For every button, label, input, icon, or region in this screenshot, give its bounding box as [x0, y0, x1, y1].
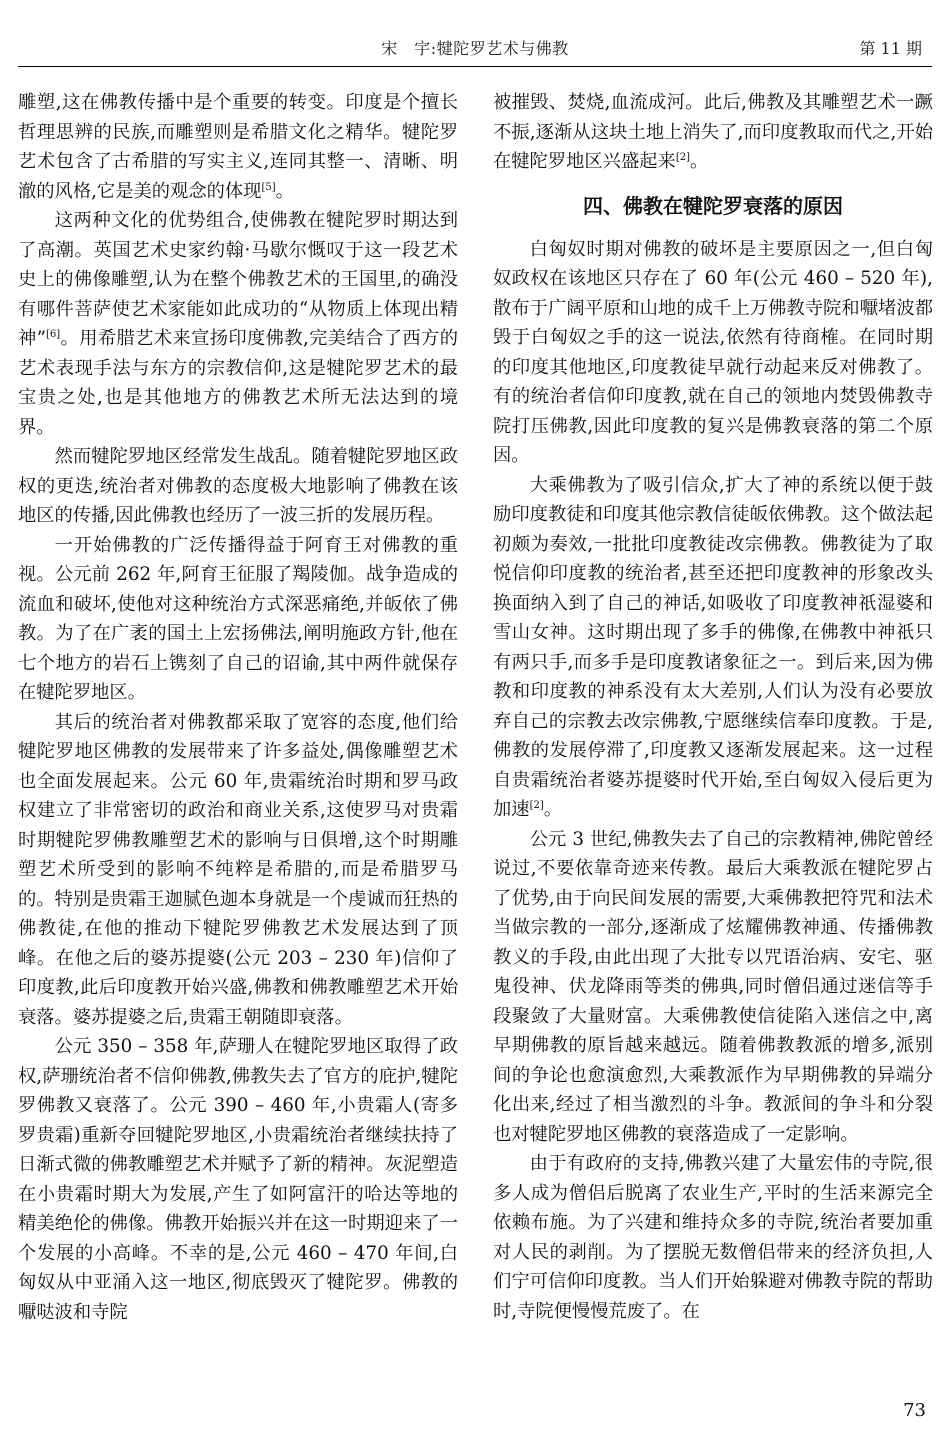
- paragraph: 其后的统治者对佛教都采取了宽容的态度,他们给犍陀罗地区佛教的发展带来了许多益处,偶像雕塑艺术也全面发展起来。公元 60 年,贵霜统治时期和罗马政权建立了非常密切的政治和商业关系,这使罗马对贵霜时期犍陀罗佛教雕塑艺术的影响与日俱增,这个时期雕塑艺术所受到的影响不纯粹是希腊的,而是希腊罗马的。特别是贵霜王迦腻色迦本身就是一个虔诚而狂热的佛教徒,在他的推动下犍陀罗佛教艺术发展达到了顶峰。在他之后的婆苏提婆(公元 203 – 230 年)信仰了印度教,此后印度教开始兴盛,佛教和佛教雕塑艺术开始衰落。婆苏提婆之后,贵霜王朝随即衰落。: [18, 711, 458, 1028]
- paragraph: 被摧毁、焚烧,血流成河。此后,佛教及其雕塑艺术一蹶不振,逐渐从这块土地上消失了,而印度教取而代之,开始在犍陀罗地区兴盛起来[2]。: [493, 92, 933, 172]
- running-title: 宋 宇:犍陀罗艺术与佛教: [381, 39, 569, 58]
- right-column: [493, 88, 933, 1326]
- paragraph: 公元 350 – 358 年,萨珊人在犍陀罗地区取得了政权,萨珊统治者不信仰佛教,佛教失去了官方的庇护,犍陀罗佛教又衰落了。公元 390 – 460 年,小贵霜人(寄多罗贵霜)重新夺回犍陀罗地区,小贵霜统治者继续扶持了日渐式微的佛教雕塑艺术并赋予了新的精神。灰泥塑造在小贵霜时期大为发展,产生了如阿富汗的哈达等地的精美绝伦的佛像。佛教开始振兴并在这一时期迎来了一个发展的小高峰。不幸的是,公元 460 – 470 年间,白匈奴从中亚涌入这一地区,彻底毁灭了犍陀罗。佛教的嚈哒波和寺院: [18, 1036, 458, 1323]
- section-heading: 四、佛教在犍陀罗衰落的原因: [583, 193, 843, 218]
- paragraph: 白匈奴时期对佛教的破坏是主要原因之一,但白匈奴政权在该地区只存在了 60 年(公元 460 – 520 年),散布于广阔平原和山地的成千上万佛教寺院和嚈堵波都毁于白匈奴之手的这一说法,依然有待商榷。在同时期的印度其他地区,印度教徒早就行动起来反对佛教了。有的统治者信仰印度教,就在自己的领地内焚毁佛教寺院打压佛教,因此印度教的复兴是佛教衰落的第二个原因。: [493, 238, 933, 466]
- issue-number: 第 11 期: [859, 39, 922, 58]
- running-header: [18, 26, 932, 67]
- citation-ref: [2]: [529, 799, 544, 811]
- paragraph: 大乘佛教为了吸引信众,扩大了神的系统以便于鼓励印度教徒和印度其他宗教信徒皈依佛教。这个做法起初颇为奏效,一批批印度教徒改宗佛教。佛教徒为了取悦信仰印度教的统治者,甚至还把印度教神的形象改头换面纳入到了自己的神话,如吸收了印度教神祇湿婆和雪山女神。这时期出现了多手的佛像,在佛教中神祇只有两只手,而多手是印度教诸象征之一。到后来,因为佛教和印度教的神系没有太大差别,人们认为没有必要放弃自己的宗教去改宗佛教,宁愿继续信奉印度教。于是,佛教的发展停滞了,印度教又逐渐发展起来。这一过程自贵霜统治者婆苏提婆时代开始,至白匈奴入侵后更为加速[2]。: [493, 474, 933, 820]
- paragraph: 公元 3 世纪,佛教失去了自己的宗教精神,佛陀曾经说过,不要依靠奇迹来传教。最后大乘教派在犍陀罗占了优势,由于向民间发展的需要,大乘佛教把符咒和法术当做宗教的一部分,逐渐成了炫耀佛教神通、传播佛教教义的手段,由此出现了大批专以咒语治病、安宅、驱鬼役神、伏龙降雨等类的佛典,同时僧侣通过迷信等手段聚敛了大量财富。大乘佛教使信徒陷入迷信之中,离早期佛教的原旨越来越远。随着佛教教派的增多,派别间的争论也愈演愈烈,大乘教派作为早期佛教的异端分化出来,经过了相当激烈的斗争。教派间的争斗和分裂也对犍陀罗地区佛教的衰落造成了一定影响。: [493, 828, 933, 1145]
- left-column: [18, 88, 458, 1327]
- paragraph: 这两种文化的优势组合,使佛教在犍陀罗时期达到了高潮。英国艺术史家约翰·马歇尔慨叹于这一段艺术史上的佛像雕塑,认为在整个佛教艺术的王国里,的确没有哪件菩萨使艺术家能如此成功的“从物质上体现出精神”[6]。用希腊艺术来宣扬印度佛教,完美结合了西方的艺术表现手法与东方的宗教信仰,这是犍陀罗艺术的最宝贵之处,也是其他地方的佛教艺术所无法达到的境界。: [18, 210, 458, 438]
- paragraph: 由于有政府的支持,佛教兴建了大量宏伟的寺院,很多人成为僧侣后脱离了农业生产,平时的生活来源完全依赖布施。为了兴建和维持众多的寺院,统治者要加重对人民的剥削。为了摆脱无数僧侣带来的经济负担,人们宁可信仰印度教。当人们开始躲避对佛教寺院的帮助时,寺院便慢慢荒废了。在: [493, 1153, 933, 1322]
- citation-ref: [6]: [46, 328, 61, 340]
- page-number: 73: [903, 1400, 926, 1421]
- paragraph: 雕塑,这在佛教传播中是个重要的转变。印度是个擅长哲理思辨的民族,而雕塑则是希腊文化之精华。犍陀罗艺术包含了古希腊的写实主义,连同其整一、清晰、明澈的风格,它是美的观念的体现[5]。: [18, 92, 458, 202]
- paragraph: 然而犍陀罗地区经常发生战乱。随着犍陀罗地区政权的更迭,统治者对佛教的态度极大地影响了佛教在该地区的传播,因此佛教也经历了一波三折的发展历程。: [18, 446, 458, 526]
- citation-ref: [5]: [261, 181, 276, 193]
- paragraph: 一开始佛教的广泛传播得益于阿育王对佛教的重视。公元前 262 年,阿育王征服了羯陵伽。战争造成的流血和破坏,使他对这种统治方式深恶痛绝,并皈依了佛教。为了在广袤的国土上宏扬佛法,阐明施政方针,他在七个地方的岩石上镌刻了自己的诏谕,其中两件就保存在犍陀罗地区。: [18, 534, 458, 703]
- citation-ref: [2]: [675, 151, 690, 163]
